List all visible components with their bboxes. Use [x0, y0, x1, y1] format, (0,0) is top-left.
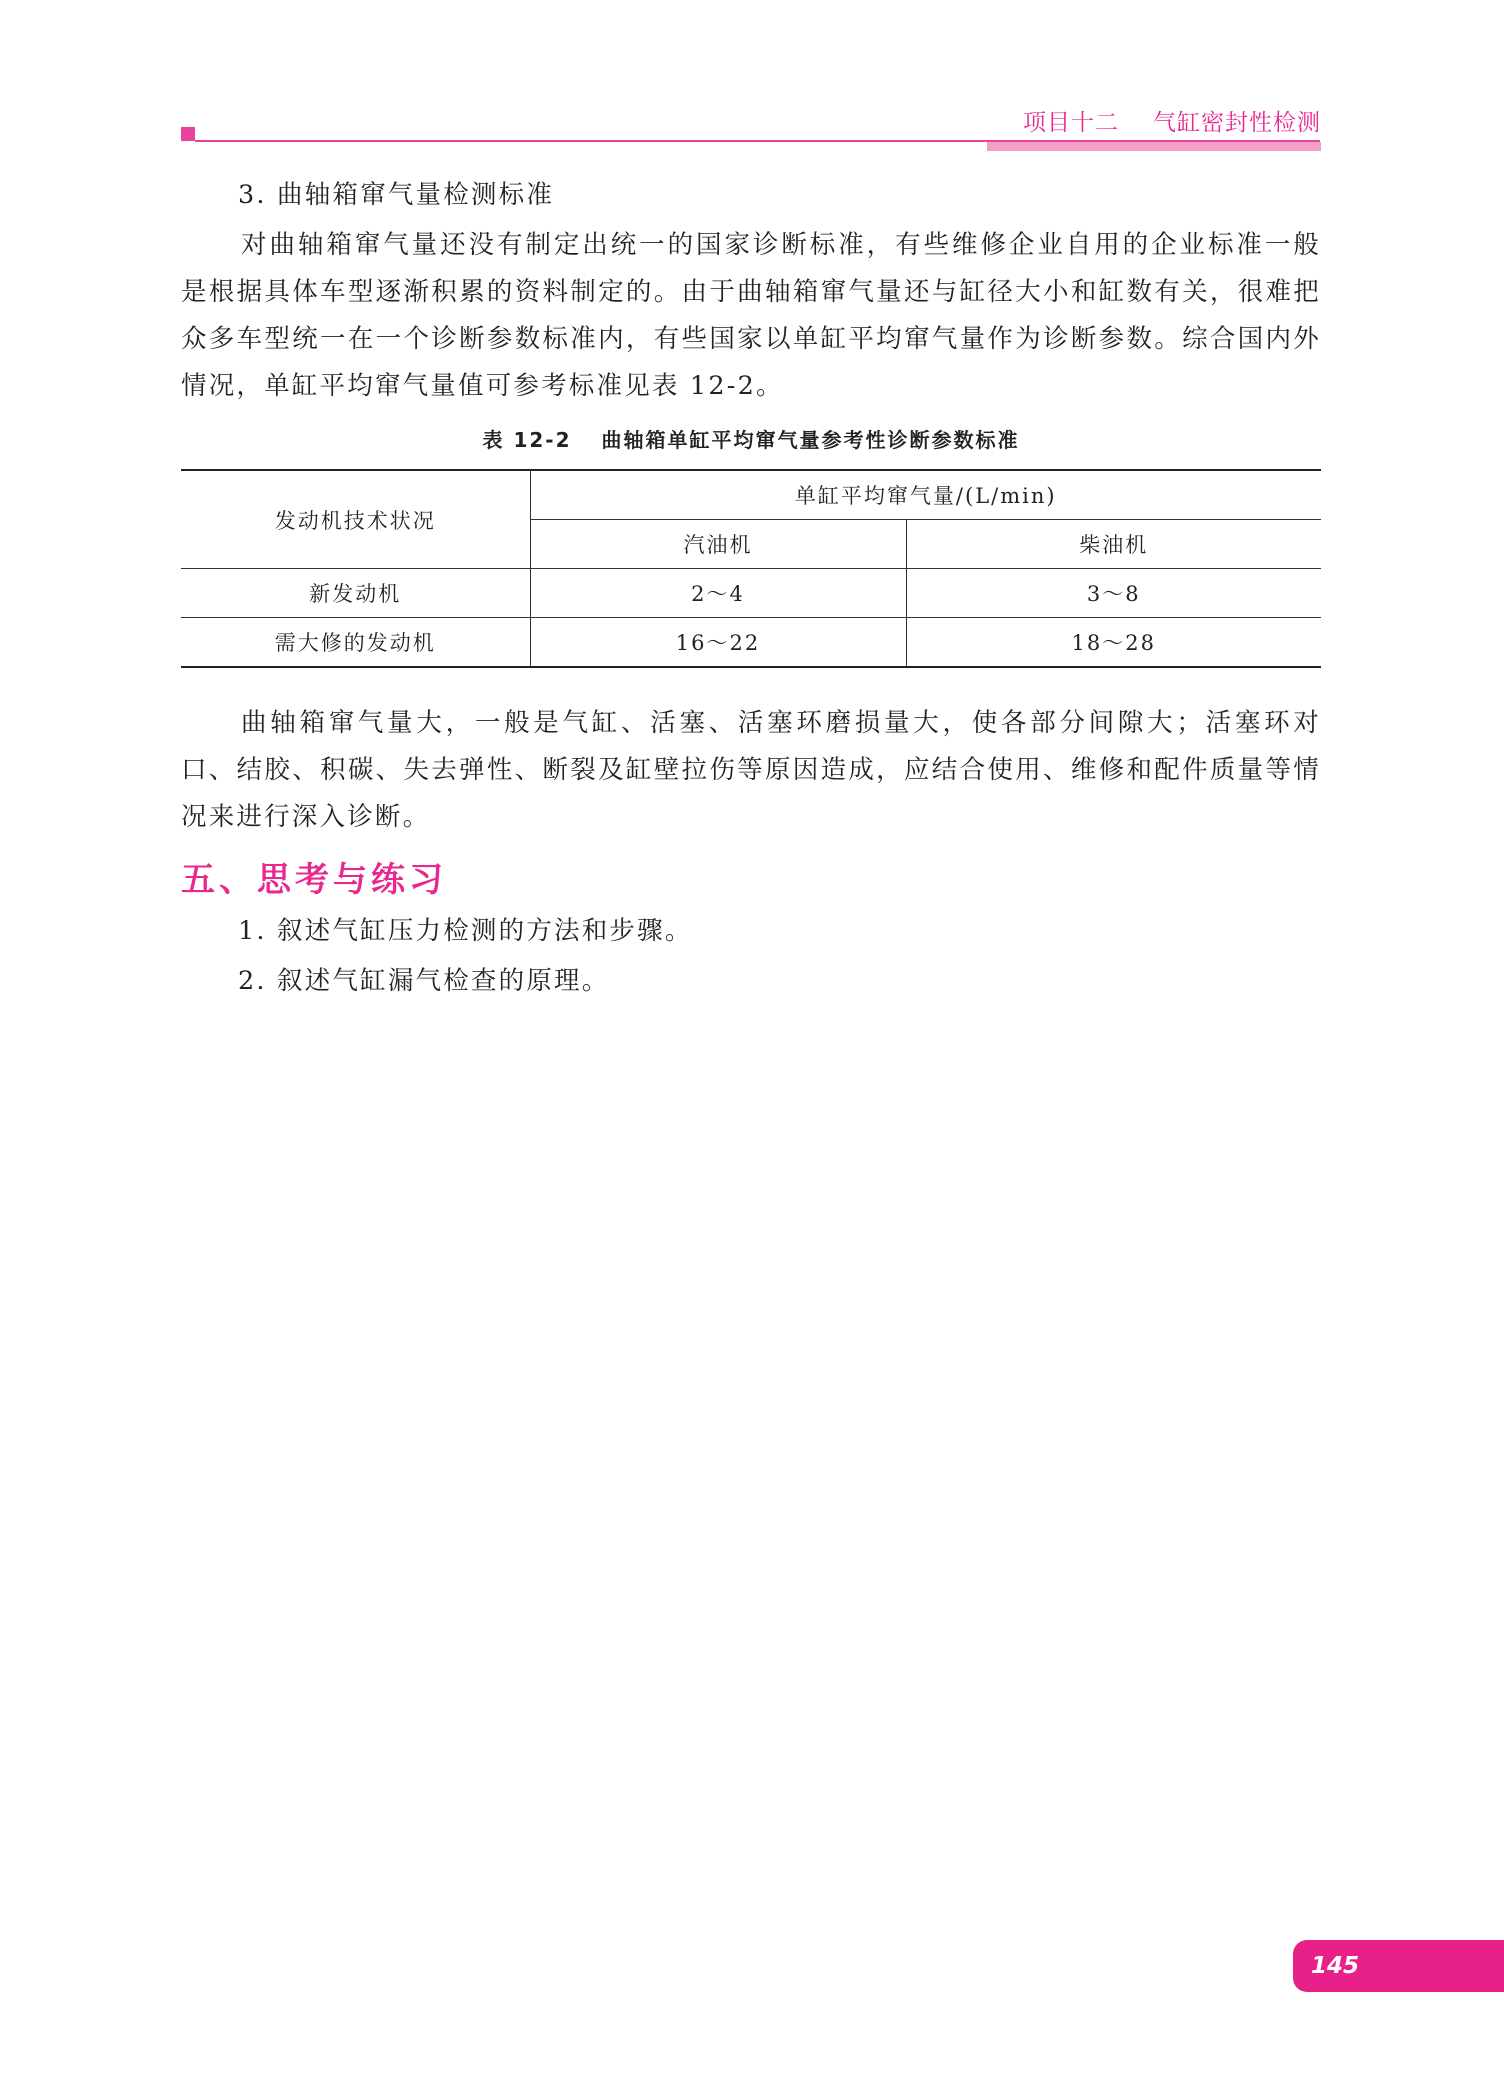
- header-group: 单缸平均窜气量/(L/min): [530, 470, 1321, 520]
- header-diesel: 柴油机: [906, 520, 1321, 569]
- table-caption: [181, 424, 1321, 453]
- header-square: [181, 127, 195, 141]
- page-number: 145: [1293, 1940, 1504, 1992]
- row-gasoline: 16～22: [530, 618, 906, 668]
- table-row: [181, 618, 1321, 668]
- body-paragraph-2: 曲轴箱窜气量大，一般是气缸、活塞、活塞环磨损量大，使各部分间隙大；活塞环对口、结胶、积碳、失去弹性、断裂及缸壁拉伤等原因造成，应结合使用、维修和配件质量等情况来进行深入诊断。: [181, 708, 1321, 832]
- subsection-heading: 3. 曲轴箱窜气量检测标准: [238, 180, 555, 210]
- header-gasoline: 汽油机: [530, 520, 906, 569]
- table-row: [181, 569, 1321, 618]
- header-condition: 发动机技术状况: [181, 470, 530, 569]
- data-table: [181, 469, 1321, 668]
- table-caption-number: 表 12-2: [482, 428, 572, 452]
- header-title: 气缸密封性检测: [1153, 110, 1321, 136]
- header-project: 项目十二: [1023, 110, 1119, 136]
- row-condition: 新发动机: [181, 569, 530, 618]
- header-accent-bar: [987, 142, 1321, 151]
- running-header: [1023, 104, 1321, 137]
- section-title: 五、思考与练习: [181, 860, 447, 900]
- row-diesel: 3～8: [906, 569, 1321, 618]
- exercise-item: 1. 叙述气缸压力检测的方法和步骤。: [238, 916, 693, 946]
- row-diesel: 18～28: [906, 618, 1321, 668]
- table-caption-title: 曲轴箱单缸平均窜气量参考性诊断参数标准: [601, 428, 1020, 452]
- exercise-item: 2. 叙述气缸漏气检查的原理。: [238, 966, 610, 996]
- row-gasoline: 2～4: [530, 569, 906, 618]
- row-condition: 需大修的发动机: [181, 618, 530, 668]
- body-paragraph: 对曲轴箱窜气量还没有制定出统一的国家诊断标准，有些维修企业自用的企业标准一般是根据具体车型逐渐积累的资料制定的。由于曲轴箱窜气量还与缸径大小和缸数有关，很难把众多车型统一在一个诊断参数标准内，有些国家以单缸平均窜气量作为诊断参数。综合国内外情况，单缸平均窜气量值可参考标准见表 12-2。: [181, 230, 1321, 401]
